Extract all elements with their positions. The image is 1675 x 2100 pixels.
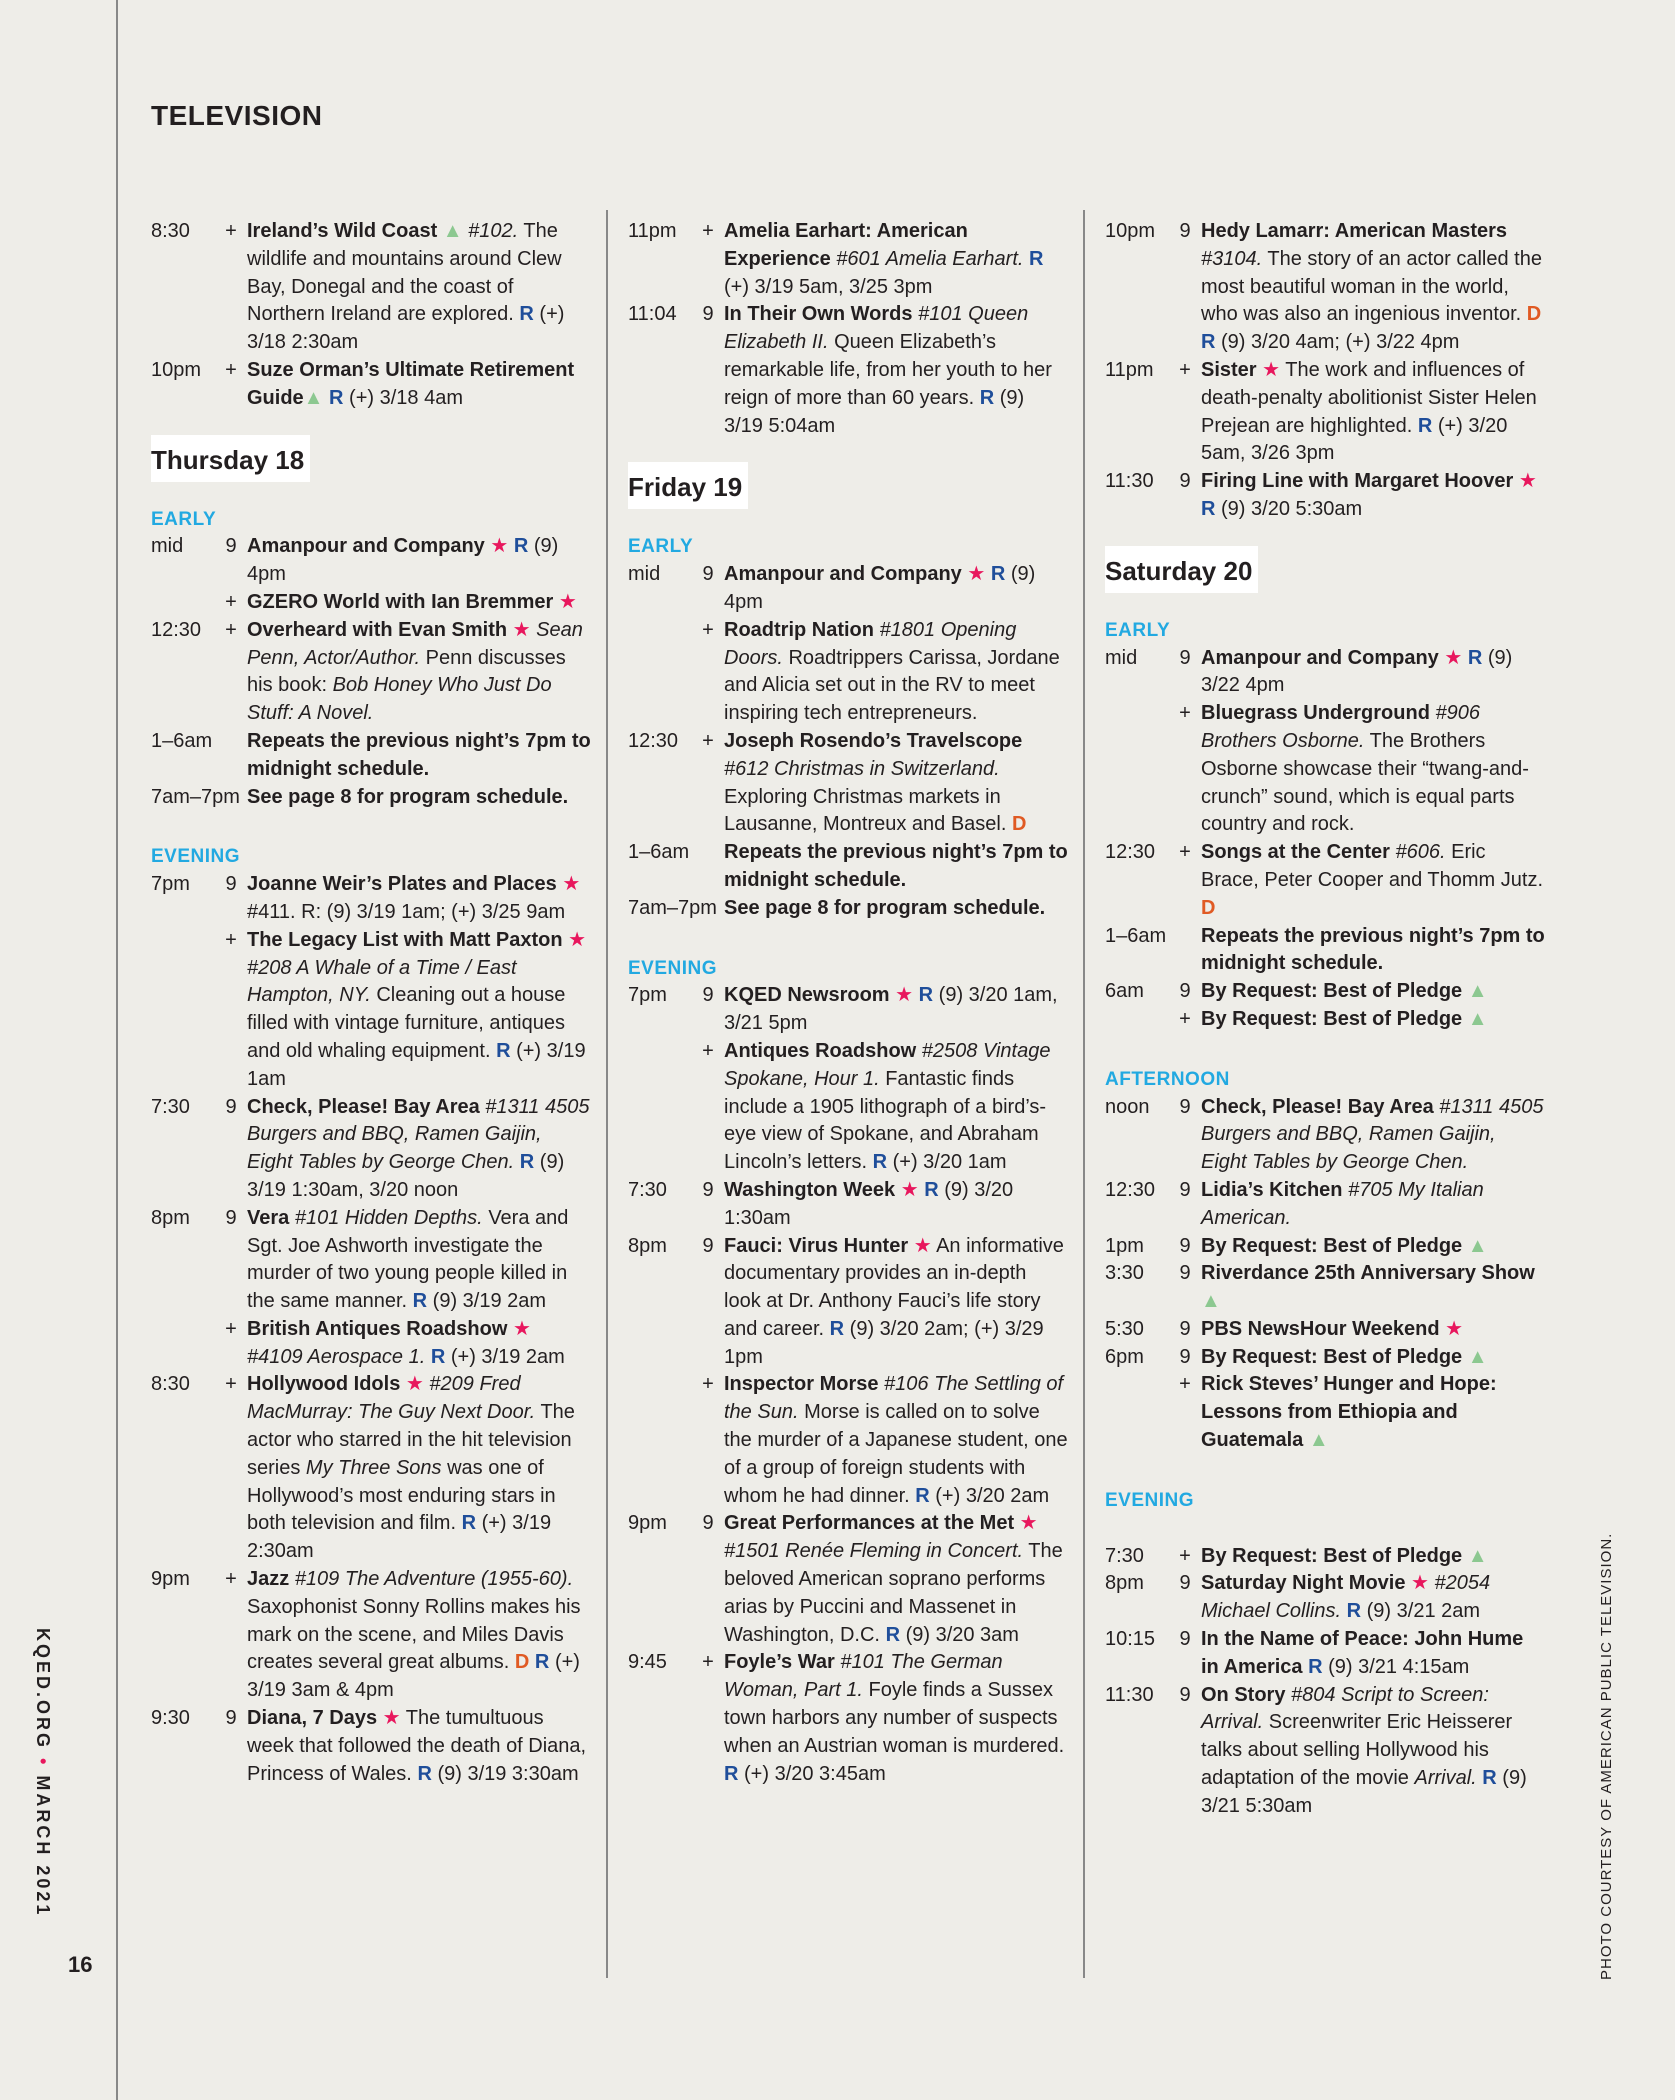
period-label: EARLY: [1105, 619, 1171, 641]
listing: mid 9 Amanpour and Company ★ R (9) 3/22 4pm: [1105, 646, 1513, 697]
program-title: Bluegrass Underground: [1201, 702, 1430, 725]
rerun-icon: R: [534, 1651, 550, 1674]
star-icon: ★: [1445, 1317, 1464, 1340]
star-icon: ★: [512, 1317, 531, 1340]
star-icon: ★: [382, 1707, 401, 1730]
program-title: Check, Please! Bay Area: [1201, 1095, 1434, 1118]
rerun-icon: R: [924, 1178, 939, 1201]
listing: mid 9 Amanpour and Company ★ R (9) 4pm: [151, 535, 559, 586]
program-title: British Antiques Roadshow: [247, 1317, 508, 1340]
rerun-icon: R: [329, 386, 344, 409]
left-sidebar: [0, 0, 118, 2100]
listing: 8:30 + Ireland’s Wild Coast ▲ #102. The wildlife and mountains around Clew Bay, Donegal and the coast of Northern Ireland are explored. R (+) 3/18 2:30am: [151, 218, 591, 357]
program-title: Vera: [247, 1206, 290, 1229]
rerun-icon: R: [724, 1762, 739, 1785]
period-label: AFTERNOON: [1105, 1068, 1230, 1090]
triangle-icon: ▲: [1308, 1429, 1329, 1452]
triangle-icon: ▲: [303, 386, 324, 409]
listing: 10pm 9 Hedy Lamarr: American Masters #3104. The story of an actor called the most beautiful woman in the world, who was also an ingenious inventor. D R (9) 3/20 4am; (+) 3/22 4pm: [1105, 220, 1542, 354]
listing: 6am 9 By Request: Best of Pledge ▲: [1105, 980, 1488, 1003]
program-title: Riverdance 25th Anniversary Show: [1201, 1262, 1535, 1285]
program-title: By Request: Best of Pledge: [1201, 1345, 1463, 1368]
rerun-icon: R: [417, 1762, 432, 1785]
listing: 8pm 9 Fauci: Virus Hunter ★ An informative documentary provides an in-depth look at Dr. Anthony Fauci’s life story and career. R (9) 3/20 2am; (+) 3/29 1pm: [628, 1234, 1064, 1368]
listing: + Rick Steves’ Hunger and Hope: Lessons from Ethiopia and Guatemala ▲: [1179, 1373, 1497, 1452]
rerun-icon: R: [829, 1317, 845, 1340]
dolby-icon: D: [1011, 813, 1027, 836]
listing-channel: +: [225, 220, 237, 242]
rerun-icon: R: [1482, 1767, 1497, 1790]
listing: + By Request: Best of Pledge ▲: [1179, 1007, 1488, 1030]
column-divider: [606, 210, 608, 1978]
photo-credit: PHOTO COURTESY OF AMERICAN PUBLIC TELEVISION.: [1598, 1532, 1615, 1980]
dolby-icon: D: [1526, 303, 1542, 326]
day-heading: Thursday 18: [151, 435, 310, 482]
triangle-icon: ▲: [1467, 1544, 1488, 1567]
listing: 12:30 9 Lidia’s Kitchen #705 My Italian American.: [1105, 1178, 1484, 1229]
rerun-icon: R: [519, 303, 534, 326]
listing: 6pm 9 By Request: Best of Pledge ▲: [1105, 1345, 1488, 1368]
rerun-icon: R: [496, 1039, 511, 1062]
program-title: In the Name of Peace: John Hume in America: [1201, 1628, 1524, 1678]
star-icon: ★: [568, 928, 587, 951]
program-title: Saturday Night Movie: [1201, 1572, 1406, 1595]
listing: 11pm + Amelia Earhart: American Experience #601 Amelia Earhart. R (+) 3/19 5am, 3/25 3pm: [628, 220, 1044, 298]
listing: 7:30 + By Request: Best of Pledge ▲: [1105, 1544, 1488, 1567]
listing: noon 9 Check, Please! Bay Area #1311 4505 Burgers and BBQ, Ramen Gaijin, Eight Tables by George Chen.: [1105, 1095, 1544, 1174]
program-title: By Request: Best of Pledge: [1201, 980, 1463, 1003]
star-icon: ★: [405, 1373, 424, 1396]
program-title: Foyle’s War: [724, 1651, 835, 1674]
dolby-icon: D: [514, 1651, 530, 1674]
rerun-icon: R: [885, 1623, 901, 1646]
program-title: Inspector Morse: [724, 1373, 879, 1396]
column-1: [151, 218, 591, 1788]
program-title: By Request: Best of Pledge: [1201, 1007, 1463, 1030]
listing: 10:15 9 In the Name of Peace: John Hume in America R (9) 3/21 4:15am: [1105, 1628, 1524, 1678]
rerun-icon: R: [461, 1512, 477, 1535]
star-icon: ★: [512, 618, 531, 641]
listing: 11:30 9 Firing Line with Margaret Hoover ★ R (9) 3/20 5:30am: [1105, 470, 1537, 520]
rerun-icon: R: [519, 1151, 535, 1174]
column-divider: [1083, 210, 1085, 1978]
program-title: KQED Newsroom: [724, 984, 890, 1007]
listing: 7pm 9 KQED Newsroom ★ R (9) 3/20 1am, 3/21 5pm: [628, 984, 1058, 1035]
listing: 1–6am Repeats the previous night’s 7pm to midnight schedule.: [1105, 924, 1545, 975]
program-title: Antiques Roadshow: [724, 1039, 917, 1062]
listing: mid 9 Amanpour and Company ★ R (9) 4pm: [628, 563, 1036, 613]
listing: 11:30 9 On Story #804 Script to Screen: Arrival. Screenwriter Eric Heisserer talks about selling Hollywood his adaptation of the movie Arrival. R (9) 3/21 5:30am: [1105, 1683, 1527, 1817]
star-icon: ★: [900, 1178, 919, 1201]
rerun-icon: R: [430, 1345, 446, 1368]
rerun-icon: R: [915, 1484, 930, 1507]
triangle-icon: ▲: [1467, 1007, 1488, 1030]
program-title: PBS NewsHour Weekend: [1201, 1317, 1440, 1340]
program-title: Amanpour and Company: [724, 563, 962, 586]
rerun-icon: R: [979, 386, 995, 409]
program-title: Rick Steves’ Hunger and Hope: Lessons from Ethiopia and Guatemala: [1201, 1373, 1497, 1452]
listing: 12:30 + Overheard with Evan Smith ★ Sean Penn, Actor/Author. Penn discusses his book: Bob Honey Who Just Do Stuff: A Novel.: [151, 618, 583, 725]
listing: + The Legacy List with Matt Paxton ★ #208 A Whale of a Time / East Hampton, NY. Cleaning out a house filled with vintage furniture, antiques and old whaling equipment. R (+) 3/19 1am: [225, 928, 587, 1090]
period-label: EVENING: [1105, 1489, 1195, 1511]
listing: 1–6am Repeats the previous night’s 7pm to midnight schedule.: [628, 841, 1068, 891]
rerun-icon: R: [1201, 331, 1216, 354]
star-icon: ★: [1262, 358, 1281, 381]
rerun-icon: R: [1346, 1600, 1362, 1623]
day-heading: Saturday 20: [1105, 546, 1258, 593]
listing: 11pm + Sister ★ The work and influences of death-penalty abolitionist Sister Helen Prejean are highlighted. R (+) 3/20 5am, 3/26 3pm: [1105, 358, 1537, 465]
star-icon: ★: [558, 590, 577, 613]
program-title: Firing Line with Margaret Hoover: [1201, 470, 1514, 493]
listing: 11:04 9 In Their Own Words #101 Queen Elizabeth II. Queen Elizabeth’s remarkable life, from her youth to her reign of more than 60 years. R (9) 3/19 5:04am: [628, 303, 1052, 437]
program-title: Suze Orman’s Ultimate Retirement Guide: [247, 358, 575, 409]
triangle-icon: ▲: [1201, 1290, 1221, 1313]
listing: 8pm 9 Saturday Night Movie ★ #2054 Michael Collins. R (9) 3/21 2am: [1105, 1572, 1491, 1623]
program-title: On Story: [1201, 1683, 1286, 1706]
program-title: Joanne Weir’s Plates and Places: [247, 873, 557, 896]
star-icon: ★: [895, 984, 914, 1007]
listing: 7am–7pm See page 8 for program schedule.: [151, 785, 569, 808]
listing: 9:30 9 Diana, 7 Days ★ The tumultuous week that followed the death of Diana, Princess of Wales. R (9) 3/19 3:30am: [151, 1707, 587, 1785]
triangle-icon: ▲: [1467, 1345, 1488, 1368]
period-label: EARLY: [151, 508, 217, 530]
column-3: [1105, 218, 1545, 1821]
rerun-icon: R: [1417, 414, 1433, 437]
star-icon: ★: [913, 1234, 932, 1257]
program-title: Hedy Lamarr: American Masters: [1201, 220, 1508, 242]
program-title: In Their Own Words: [724, 303, 913, 326]
rerun-icon: R: [1308, 1655, 1323, 1678]
listing-time: 8:30: [151, 220, 190, 242]
period-label: EARLY: [628, 536, 694, 558]
rerun-icon: R: [1201, 497, 1216, 520]
triangle-icon: ▲: [1467, 980, 1488, 1003]
program-title: Songs at the Center: [1201, 841, 1390, 864]
listing: + Antiques Roadshow #2508 Vintage Spokane, Hour 1. Fantastic finds include a 1905 lithograph of a bird’s-eye view of Spokane, and Abraham Lincoln’s letters. R (+) 3/20 1am: [702, 1039, 1051, 1174]
program-title: GZERO World with Ian Bremmer: [247, 590, 554, 613]
listing: + Roadtrip Nation #1801 Opening Doors. Roadtrippers Carissa, Jordane and Alicia set out in the RV to meet inspiring tech entrepreneurs.: [702, 618, 1060, 725]
listing: 1pm 9 By Request: Best of Pledge ▲: [1105, 1234, 1488, 1257]
listing: 12:30 + Joseph Rosendo’s Travelscope #612 Christmas in Switzerland. Exploring Christmas markets in Lausanne, Montreux and Basel. D: [628, 729, 1027, 836]
program-title: Jazz: [247, 1568, 290, 1591]
listing: 7pm 9 Joanne Weir’s Plates and Places ★ #411. R: (9) 3/19 1am; (+) 3/25 9am: [151, 873, 581, 923]
program-title: Amanpour and Company: [247, 535, 485, 558]
period-label: EVENING: [628, 957, 718, 979]
rerun-icon: R: [412, 1290, 428, 1313]
listing: 7:30 9 Check, Please! Bay Area #1311 4505 Burgers and BBQ, Ramen Gaijin, Eight Tables by George Chen. R (9) 3/19 1:30am, 3/20 noon: [151, 1095, 590, 1201]
listing: + GZERO World with Ian Bremmer ★: [225, 590, 577, 613]
program-title: Fauci: Virus Hunter: [724, 1234, 909, 1257]
program-title: The Legacy List with Matt Paxton: [247, 928, 563, 951]
listing: 9pm + Jazz #109 The Adventure (1955-60). Saxophonist Sonny Rollins makes his mark on the scene, and Miles Davis creates several great albums. D R (+) 3/19 3am & 4pm: [151, 1568, 581, 1702]
program-title: Ireland’s Wild Coast: [247, 220, 438, 242]
column-2: [628, 218, 1068, 1788]
star-icon: ★: [1019, 1512, 1038, 1535]
listing: 9pm 9 Great Performances at the Met ★ #1501 Renée Fleming in Concert. The beloved American soprano performs arias by Puccini and Massenet in Washington, D.C. R (9) 3/20 3am: [628, 1512, 1063, 1646]
program-title: Check, Please! Bay Area: [247, 1095, 480, 1118]
star-icon: ★: [1411, 1572, 1429, 1595]
page-number: 16: [68, 1952, 93, 1977]
program-title: Sister: [1201, 358, 1257, 381]
star-icon: ★: [562, 873, 581, 896]
listing: 1–6am Repeats the previous night’s 7pm to midnight schedule.: [151, 729, 591, 780]
listing: + British Antiques Roadshow ★ #4109 Aerospace 1. R (+) 3/19 2am: [225, 1317, 565, 1368]
period-label: EVENING: [151, 846, 241, 868]
program-title: Lidia’s Kitchen: [1201, 1178, 1343, 1201]
issue-label: KQED.ORG • MARCH 2021: [33, 1628, 53, 1918]
star-icon: ★: [967, 563, 986, 586]
program-title: Great Performances at the Met: [724, 1512, 1015, 1535]
listing: + Bluegrass Underground #906 Brothers Osborne. The Brothers Osborne showcase their “twang-and-crunch” sound, which is equal parts country and rock.: [1179, 702, 1529, 836]
listing: + Inspector Morse #106 The Settling of the Sun. Morse is called on to solve the murder of a Japanese student, one of a group of foreign students with whom he had dinner. R (+) 3/20 2am: [702, 1373, 1068, 1507]
triangle-icon: ▲: [442, 220, 463, 242]
program-title: Hollywood Idols: [247, 1373, 401, 1396]
star-icon: ★: [1444, 646, 1463, 669]
listing: 7am–7pm See page 8 for program schedule.: [628, 896, 1046, 919]
program-title: By Request: Best of Pledge: [1201, 1544, 1463, 1567]
rerun-icon: R: [918, 984, 934, 1007]
day-heading: Friday 19: [628, 462, 748, 509]
rerun-icon: R: [513, 535, 529, 558]
listing: 10pm + Suze Orman’s Ultimate Retirement Guide▲ R (+) 3/18 4am: [151, 358, 575, 409]
program-title: Overheard with Evan Smith: [247, 618, 508, 641]
program-title: Amelia Earhart: American Experience: [724, 220, 968, 270]
program-title: Diana, 7 Days: [247, 1707, 378, 1730]
listing: 3:30 9 Riverdance 25th Anniversary Show ▲: [1105, 1262, 1535, 1313]
listing: 9:45 + Foyle’s War #101 The German Woman, Part 1. Foyle finds a Sussex town harbors any number of suspects when an Austrian woman is murdered. R (+) 3/20 3:45am: [628, 1651, 1065, 1785]
listing: 12:30 + Songs at the Center #606. Eric Brace, Peter Cooper and Thomm Jutz. D: [1105, 841, 1544, 919]
rerun-icon: R: [1029, 247, 1044, 270]
rerun-icon: R: [990, 563, 1006, 586]
listing: 8:30 + Hollywood Idols ★ #209 Fred MacMurray: The Guy Next Door. The actor who starred in the hit television series My Three Sons was one of Hollywood’s most enduring stars in both television and film. R (+) 3/19 2:30am: [151, 1373, 575, 1563]
program-title: Washington Week: [724, 1178, 896, 1201]
section-title: TELEVISION: [151, 100, 323, 131]
program-title: By Request: Best of Pledge: [1201, 1234, 1463, 1257]
triangle-icon: ▲: [1467, 1234, 1488, 1257]
star-icon: ★: [1518, 470, 1537, 493]
rerun-icon: R: [872, 1151, 888, 1174]
star-icon: ★: [490, 535, 509, 558]
listing: 7:30 9 Washington Week ★ R (9) 3/20 1:30am: [628, 1178, 1014, 1229]
listing: 5:30 9 PBS NewsHour Weekend ★: [1105, 1317, 1464, 1340]
dolby-icon: D: [1201, 896, 1216, 919]
program-title: Joseph Rosendo’s Travelscope: [724, 729, 1023, 752]
program-title: Amanpour and Company: [1201, 646, 1439, 669]
program-title: Roadtrip Nation: [724, 618, 874, 641]
listing: 8pm 9 Vera #101 Hidden Depths. Vera and Sgt. Joe Ashworth investigate the murder of two young people killed in the same manner. R (9) 3/19 2am: [151, 1206, 569, 1313]
rerun-icon: R: [1467, 646, 1483, 669]
